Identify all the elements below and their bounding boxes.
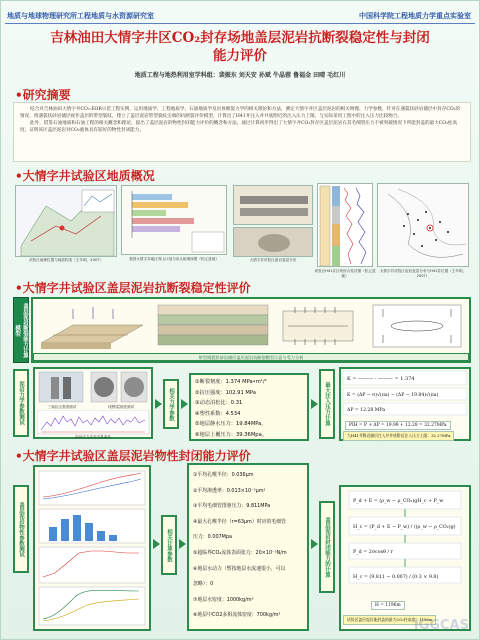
param-capillary-pressure: ③平均毛细管排驱压力：9.811MPa (193, 503, 271, 510)
section-fracture-heading: •大情字井试验区盖层泥岩抗断裂稳定性评价 (15, 281, 251, 295)
stratigraphic-column-figure (318, 184, 373, 267)
sealing-test-label: 盖层泥岩物性参数测试 (13, 485, 29, 573)
param-hydrodynamic: ⑥地层水动力（暂按地层水流速很小，可以 (193, 565, 286, 572)
test-caption-1: 三轴抗压强度测试 (47, 405, 77, 409)
abstract-paragraph-1: 结合对吉林油田大情字井CO₂-EOR示范工程实例，运用地质学、工程地质学、石油地质学及岩体断裂力学的相关理论和方法，测定大情字井区盖层泥岩的相关物理、力学参数，针对在遇裂状砂岩储层中封存CO₂的情况，将遇裂状砂岩储层视作盖层的带型裂纹，建立了盖层泥岩带型裂纹尖端的抗断裂评价模型，计算出了H41井注入井井底附近的注入压力上限，与实际采用工程中的注入压力比较吻合。 (20, 107, 461, 119)
max-injection-label: 最大注入压力计算 (319, 369, 335, 439)
svg-text:ΔP = 12.28 MPa: ΔP = 12.28 MPa (347, 408, 386, 413)
sealing-formula-figure (341, 487, 469, 599)
arrow-to-sealing-list (179, 539, 186, 549)
fracture-model-caption: 带型遇裂状砂岩储层盖层泥岩抗断裂模型示意与受力分析 (33, 353, 469, 361)
core-sample-figure (234, 186, 313, 225)
sealing-params-box (187, 463, 309, 631)
param-mean-pore-radius: ①平均孔喉半径：0.036μm (193, 472, 254, 478)
mechanical-params-label: 相关力学参数 (163, 379, 179, 429)
mudstone-figure (234, 228, 313, 257)
header-right-institution: 中国科学院工程地质力学重点实验室 (359, 12, 471, 20)
injection-limit-result: 大H41井附近储层注入井井底附近注入压力上限：32.27MPa (343, 431, 454, 441)
title-line-2: 能力评价 (213, 48, 267, 64)
test-photos-figure (35, 369, 151, 405)
well-location-figure (378, 184, 469, 267)
core-sample-photo (233, 185, 313, 225)
poster-title (1, 29, 479, 65)
institution-watermark: IGGCAS (413, 618, 469, 633)
title-line-1: 吉林油田大情字井区CO₂封存场地盖层泥岩抗断裂稳定性与封闭 (50, 30, 430, 46)
param-poisson-ratio: ③动态泊松比：0.31 (195, 400, 243, 407)
header-left-institution: 地质与地球物理研究所工程地质与水资源研究室 (7, 12, 154, 20)
arrow-to-param-list (181, 399, 188, 409)
geology-caption-5: 大情字井试验区泥岩盖层分布与H41井位置（王年明，2007） (379, 269, 467, 278)
sealing-height-result: 试验区盖层泥岩能封盖的最大CO₂柱高度：1196m (343, 615, 436, 625)
param-plastic-coefficient: ④塑性系数：4.534 (195, 410, 241, 417)
arrow-to-result (311, 399, 318, 409)
abstract-paragraph-2: 此外，借鉴石油地质和石油工程的相关概念和理论，提出了盖层泥岩的物性封闭能力评价的概念和方法，通过计算初步得出了大情字井CO₂封存区盖层泥岩在其毛细管压力不被突破情况下所能封盖的最大CO₂柱高度，证明该区盖层泥岩对CO₂液体具有较好的物性封闭能力。 (20, 121, 458, 133)
fracture-model-figure (33, 299, 469, 353)
fracture-model-label: 盖层泥岩断裂能力计算模型 (13, 297, 29, 363)
sealing-capacity-label: 盖层泥岩封闭能力的计算 (319, 501, 335, 593)
param-overburden-pressure: ⑥地层上覆压力：39.36Mpa。 (195, 431, 267, 438)
test-caption-2: Ⅰ型断裂韧度测试 (107, 405, 135, 409)
mudstone-photo (233, 227, 313, 257)
geology-caption-3: 大情字井试验区泥岩盖层分布 (249, 258, 297, 262)
param-water-density: ⑦地层水密度：1000kg/m³ (193, 596, 254, 603)
stress-strain-plot (37, 410, 153, 436)
svg-text:P_d = 2σcosθ / r: P_d = 2σcosθ / r (353, 550, 393, 555)
param-compressive-strength: ②抗压强度：102.91 MPa (195, 389, 256, 396)
param-hydrodynamic-value: 忽略）：0 (193, 581, 214, 588)
svg-text:K = (ΔP − σ)√(πa) − (ΔP − 19.8: K = (ΔP − σ)√(πa) − (ΔP − 19.84)√(πa) (347, 393, 439, 398)
svg-text:H_c = (P_d + E − P_w) / ((ρ_w: H_c = (P_d + E − P_w) / ((ρ_w − ρ_CO₂)g) (353, 525, 456, 530)
injection-formula-figure (341, 369, 469, 419)
arrow-to-sealing-result (311, 539, 318, 549)
param-hydrostatic-pressure: ⑤地层静水压力：19.84MPa。 (195, 421, 267, 428)
param-max-pore-pressure: 压力：0.007Mpa (193, 534, 232, 541)
arrow-to-params (155, 399, 162, 409)
sealing-params-label: 相关计算参数 (161, 515, 177, 575)
geology-burial-chart (121, 185, 227, 255)
svg-text:K = ——— · ——— = 1.374: K = ——— · ——— = 1.374 (347, 376, 415, 382)
mudstone-test-panel (33, 367, 153, 439)
geology-caption-4: 试验区H41井区块综合柱状图（松辽盆地） (314, 269, 376, 278)
sealing-formula-result: H = 1196m (371, 601, 405, 610)
svg-text:P_d + E = (ρ_w − ρ_CO₂)gH_c +: P_d + E = (ρ_w − ρ_CO₂)gH_c + P_w (353, 499, 444, 504)
well-location-map (377, 183, 469, 267)
geology-caption-1: 试验区地理位置与地质构造（王年明，2007） (29, 258, 103, 262)
geology-map-figure (16, 186, 117, 257)
injection-formula-panel (339, 367, 471, 441)
fracture-model-panel (31, 297, 471, 363)
section-abstract-heading: •研究摘要 (15, 88, 71, 102)
authors: 地质工程与地热利用室学科组：裴振东 刘天安 孙斌 牛晶蓉 鲁福金 田晴 毛红川 (134, 72, 346, 79)
section-geology-heading: •大情字井试验区地质概况 (15, 169, 155, 183)
sealing-test-panel (33, 465, 151, 631)
sealing-formula-panel (339, 485, 471, 631)
param-mean-permeability: ②平均渗透率：0.013×10⁻³μm² (193, 487, 266, 494)
burial-depth-figure (122, 186, 227, 255)
mudstone-test-label: 泥岩力学参数测试 (13, 369, 29, 437)
param-co2-density: ⑧地层中CO2多相流体密度：700kg/m³ (193, 612, 281, 619)
section-sealing-heading: •大情字井试验区盖层泥岩物性封闭能力评价 (15, 449, 251, 463)
geology-caption-2: 我国大情字井地区青山口组与泉头组埋深图（松辽盆地） (129, 257, 219, 261)
param-surface-tension: ⑤超临界CO₂流体表面张力：20×10⁻³N/m (193, 549, 287, 556)
abstract-box (13, 102, 471, 162)
stress-strain-caption: 泥岩应力应变关系曲线 (75, 435, 111, 439)
param-fracture-toughness: ①断裂韧度：1.374 MPa•m¹/² (195, 379, 267, 385)
stratigraphic-column (317, 183, 373, 267)
injection-formula-result: PIH = P + ΔP = 19.99 + 12.28 = 32.27MPa (345, 421, 451, 430)
sealing-test-figure (35, 467, 149, 629)
arrow-to-sealing-params (153, 539, 160, 549)
param-max-pore-radius: ④最大孔喉半径（r=63μm）时应的毛细管 (193, 518, 287, 525)
header-rule (5, 23, 475, 24)
geology-map-image (15, 185, 117, 257)
svg-text:H_c = (9.811 − 0.007) / (0.3 ×: H_c = (9.811 − 0.007) / (0.3 × 9.8) (353, 575, 439, 580)
mechanical-params-box (189, 373, 309, 441)
